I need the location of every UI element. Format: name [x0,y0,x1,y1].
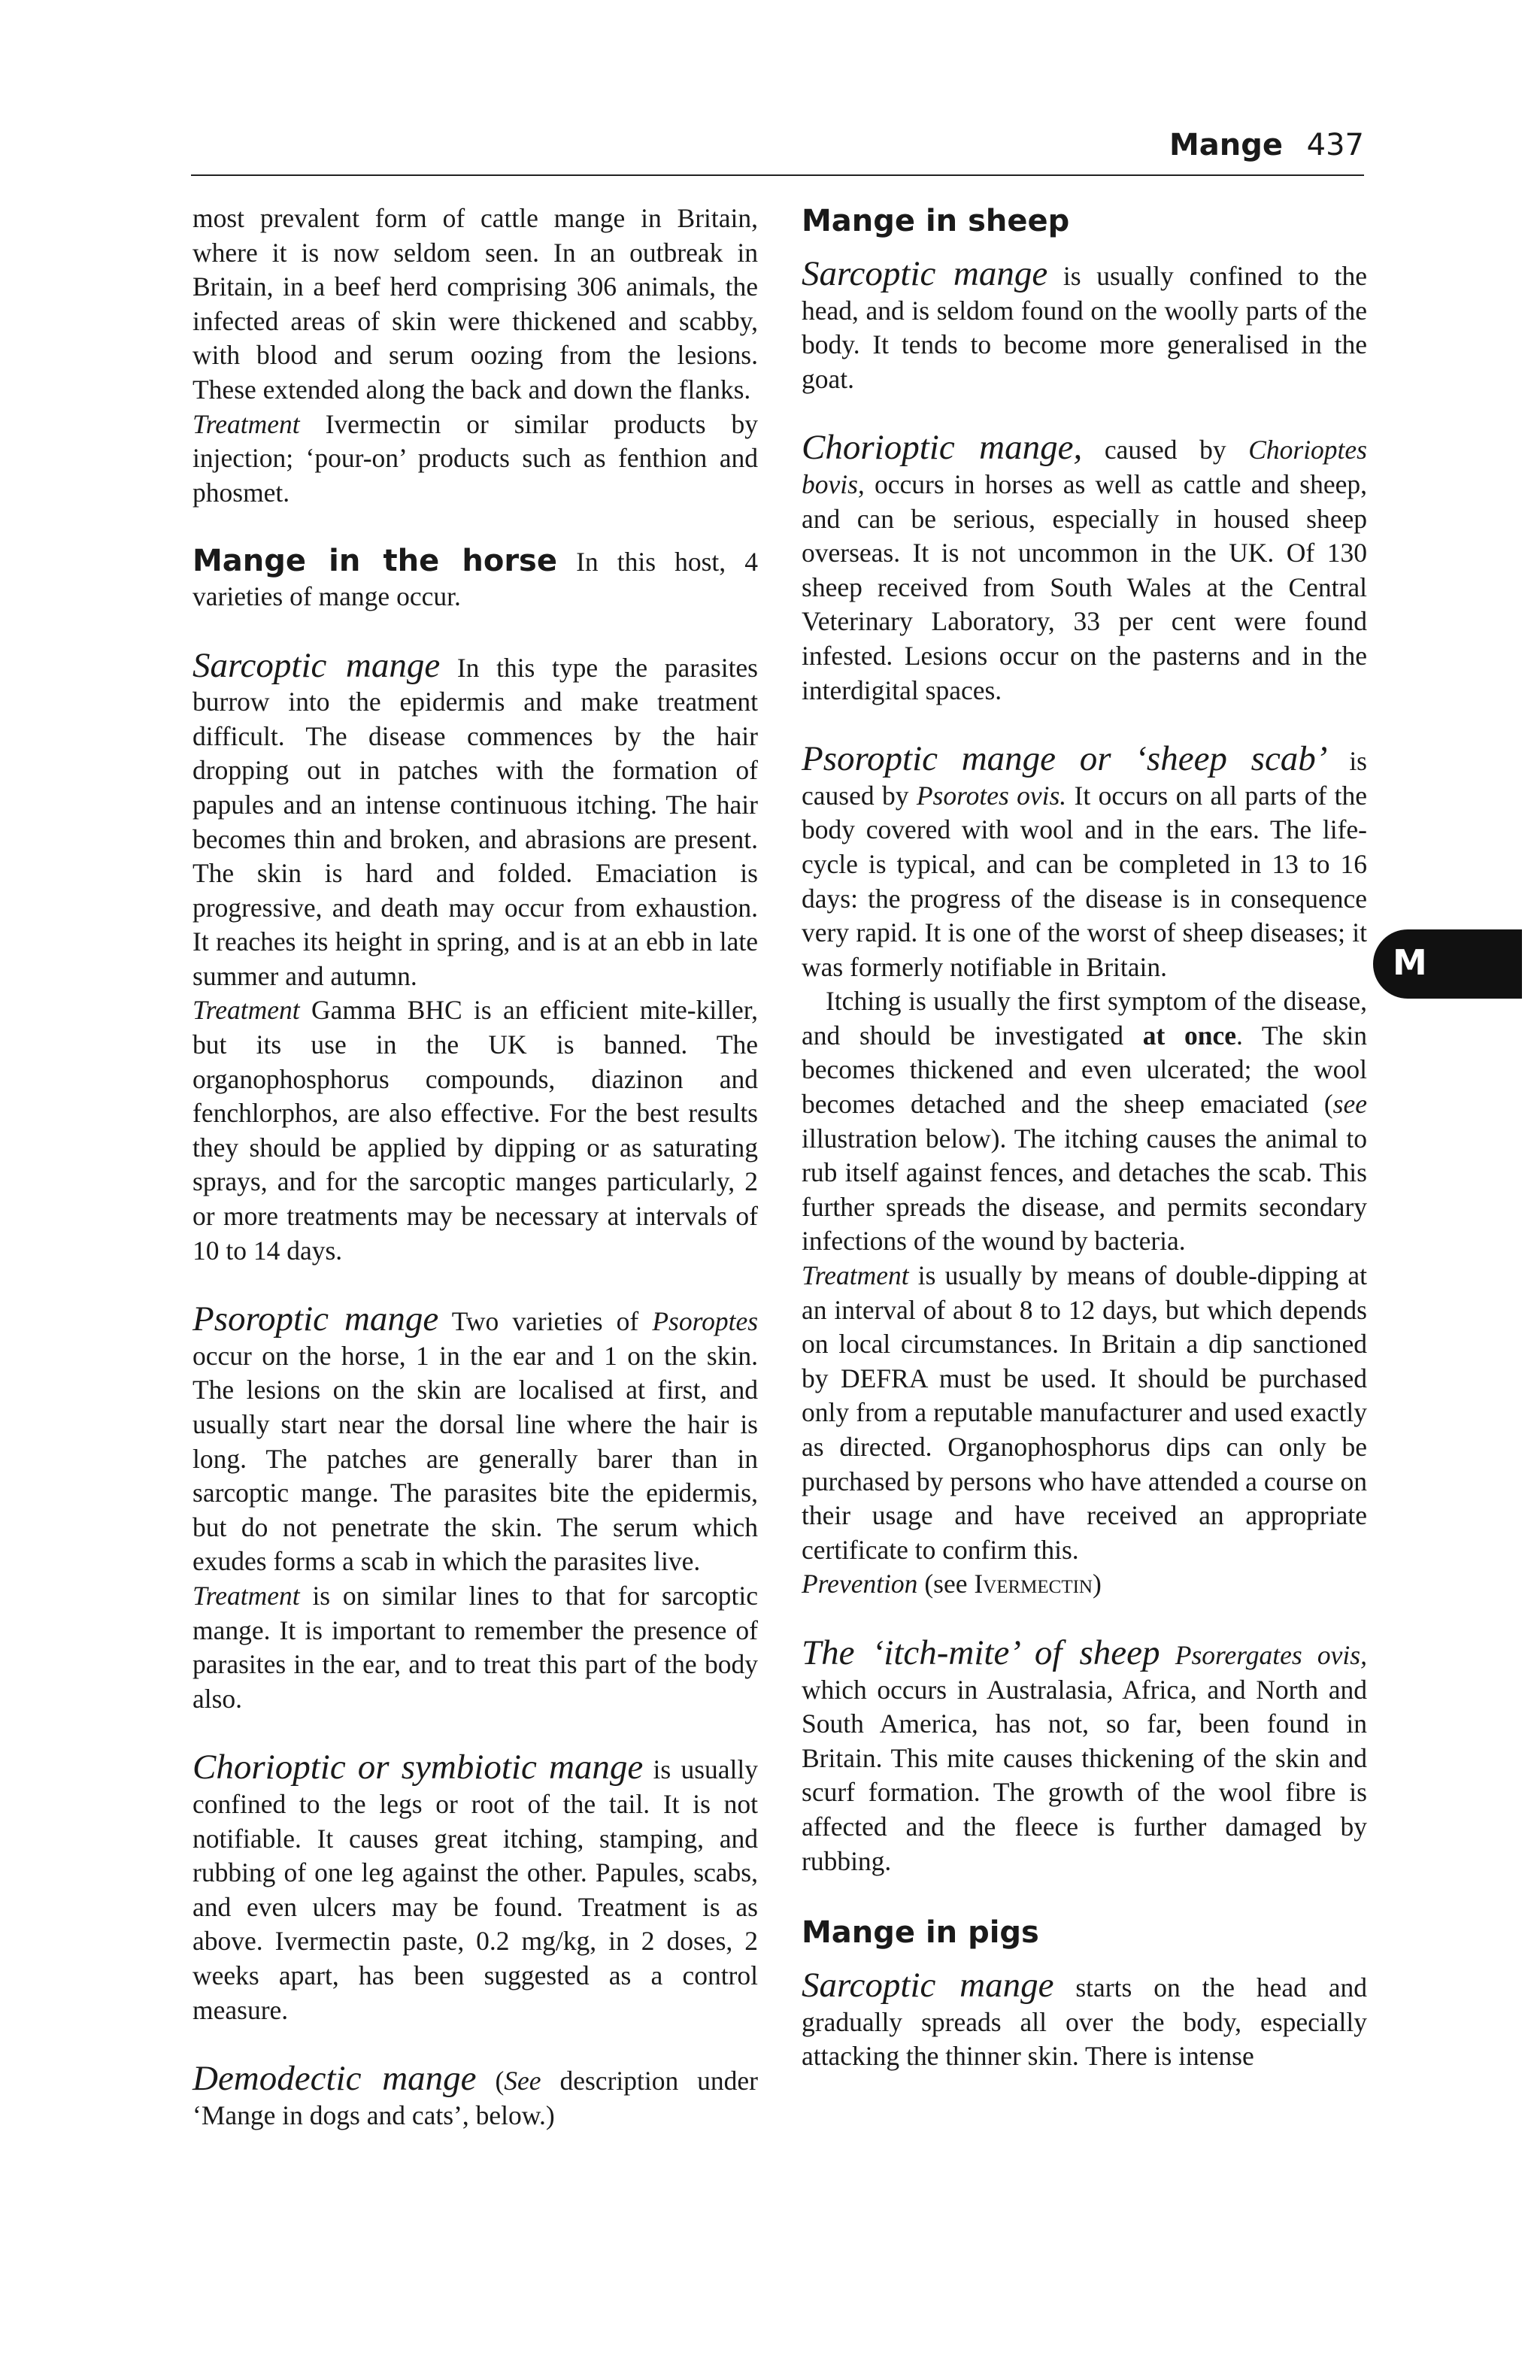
section-heading-horse: Mange in the horse [192,544,557,579]
entry-heading: The ‘itch-mite’ of sheep [802,1633,1160,1672]
paragraph-text: Itching is usually the first symptom of the disease, and should be investigated [802,986,1367,1051]
entry-heading: Sarcoptic mange [192,645,441,685]
section-heading-pigs: Mange in pigs [802,1915,1039,1951]
emphasis: at once [1142,1020,1237,1051]
entry-psoroptic [192,1299,759,1579]
entry-heading: Chorioptic or symbiotic mange [192,1748,644,1787]
species-name: Psorergates ovis, [1160,1639,1367,1670]
paragraph-text: ) [1093,1569,1102,1599]
prevention-paragraph [802,1567,1367,1602]
entry-sheep-chorioptic [802,428,1367,708]
paragraph-text: ( [476,2066,505,2097]
paragraph-text: is usually by means of double-dipping at an interval of about 8 to 12 days, but which depends on local circumstances. In Britain a dip sanctioned by DEFRA must be used. It should be purchased only from a reputable manufacturer and used exactly as directed. Organophosphorus dips can only be purchased by persons who have attended a course on their usage and have received an appropriate certificate to confirm this. [802,1260,1367,1565]
paragraph-text: caused by [1082,435,1249,465]
entry-heading: Chorioptic mange, [802,428,1083,468]
paragraph [802,984,1367,1259]
treatment-label: Treatment [192,995,300,1026]
treatment-paragraph [802,1259,1367,1567]
cross-reference: Ivermectin [974,1569,1093,1599]
running-head [191,123,1364,176]
paragraph-text: is usually confined to the legs or root of the tail. It is not notifiable. It causes great itching, stamping, and rubbing of one leg against the other. Papules, scabs, and even ulcers may be found. Treatment is as above. Ivermectin paste, 0.2 mg/kg, in 2 doses, 2 weeks apart, has been suggested as a control measure. [192,1754,758,2025]
species-name: Chorioptes bovis, [802,435,1367,499]
paragraph-text: most prevalent form of cattle mange in Britain, where it is now seldom seen. In an outbreak in Britain, in a beef herd comprising 306 animals, the infected areas of skin were thickened and scabby, with blood and serum oozing from the lesions. These extended along the back and down the flanks. [192,203,758,405]
entry-pigs-sarcoptic [802,1966,1368,2074]
thumb-index-tab [1373,929,1522,999]
treatment-label: Treatment [192,408,300,439]
entry-heading: Demodectic mange [192,2059,477,2099]
see-reference: see [1332,1089,1367,1120]
paragraph-text: is usually confined to the head, and is seldom found on the woolly parts of the body. It tends to become more generalised in the goat. [802,261,1367,394]
paragraph-text: In this host, 4 varieties of mange occur. [192,547,758,611]
treatment-label: Treatment [192,1580,300,1611]
entry-sarcoptic [192,645,758,994]
paragraph-text: Ivermectin or similar products by injection; ‘pour-on’ products such as fenthion and phosmet. [192,408,758,508]
horse-section [192,544,758,614]
entry-heading: Sarcoptic mange [802,254,1048,293]
paragraph-text: Two varieties of [438,1306,653,1337]
entry-heading: Psoroptic mange or ‘sheep scab’ [802,739,1328,779]
paragraph-text: is on similar lines to that for sarcoptic mange. It is important to remember the presence of parasites in the ear, and to treat this part of the body also. [192,1580,758,1714]
species-name: Psorotes ovis. [916,780,1067,811]
genus-name: Psoroptes [652,1306,759,1337]
entry-demodectic [192,2059,758,2133]
treatment-paragraph [192,993,758,1268]
thumb-index-letter: M [1393,942,1427,983]
paragraph-text: occur on the horse, 1 in the ear and 1 on the skin. The lesions on the skin are localised at first, and usually start near the dorsal line where the hair is long. The patches are generally barer than in sarcoptic mange. The parasites bite the epidermis, but do not penetrate the skin. The serum which exudes forms a scab in which the parasites live. [192,1340,758,1577]
paragraph-text: which occurs in Australasia, Africa, and North and South America, has not, so far, been found in Britain. This mite causes thickening of the skin and scurf formation. The growth of the wool fibre is affected and the fleece is further damaged by rubbing. [802,1674,1367,1876]
treatment-label: Treatment [802,1260,909,1291]
paragraph-text: It occurs on all parts of the body covered with wool and in the ears. The life-cycle is typical, and can be completed in 13 to 16 days: the progress of the disease is in consequence very rapid. It is one of the worst of sheep diseases; it was formerly notifiable in Britain. [802,780,1368,982]
paragraph [192,202,758,408]
paragraph-text: starts on the head and gradually spreads all over the body, especially attacking the thinner skin. There is intense [802,1972,1368,2072]
paragraph-text: Gamma BHC is an efficient mite-killer, but its use in the UK is banned. The organophosphorus compounds, diazinon and fenchlorphos, are also effective. For the best results they should be applied by dipping or as saturating sprays, and for the sarcoptic manges particularly, 2 or more treatments may be necessary at intervals of 10 to 14 days. [192,995,758,1266]
paragraph-text: illustration below). The itching causes the animal to rub itself against fences, and detaches the scab. This further spreads the disease, and permits secondary infections of the wound by bacteria. [802,1123,1367,1257]
paragraph-text: description under ‘Mange in dogs and cats’, below.) [192,2066,758,2130]
section-heading-sheep: Mange in sheep [802,204,1070,238]
right-column [802,202,1367,2074]
paragraph-text: occurs in horses as well as cattle and sheep, and can be serious, especially in housed sheep overseas. It is not uncommon in the UK. Of 130 sheep received from South Wales at the Central Veterinary Laboratory, 33 per cent were found infested. Lesions occur on the pasterns and in the interdigital spaces. [802,468,1367,705]
treatment-paragraph [192,1579,758,1716]
paragraph-text: (see [917,1569,975,1599]
entry-sheep-scab [802,739,1368,984]
page-number: 437 [1306,128,1364,162]
entry-heading: Sarcoptic mange [802,1966,1054,2006]
entry-chorioptic [192,1748,758,2027]
left-column [192,202,758,2133]
paragraph-text: In this type the parasites burrow into the epidermis and make treatment difficult. The disease commences by the hair dropping out in patches with the formation of papules and an intense continuous itching. The hair becomes thin and broken, and abrasions are present. The skin is hard and folded. Emaciation is progressive, and death may occur from exhaustion. It reaches its height in spring, and is at an ebb in late summer and autumn. [192,652,758,991]
paragraph-text: . The skin becomes thickened and even ulcerated; the wool becomes detached and the sheep emaciated ( [802,1020,1367,1120]
entry-sheep-sarcoptic [802,254,1367,396]
see-reference: See [504,2066,541,2097]
running-head-title: Mange [1169,128,1283,162]
paragraph-text: is caused by [802,746,1367,811]
treatment-paragraph [192,408,758,511]
entry-itch-mite [802,1633,1367,1878]
prevention-label: Prevention [802,1569,918,1599]
entry-heading: Psoroptic mange [192,1299,439,1339]
